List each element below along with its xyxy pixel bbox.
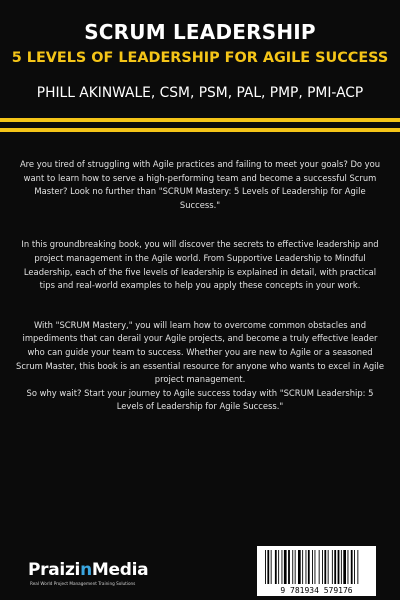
barcode-bar: [271, 550, 272, 584]
barcode-bar: [351, 550, 353, 584]
barcode-bar: [288, 550, 290, 584]
barcode-bar: [341, 550, 342, 584]
publisher-tagline: Real World Project Management Training Solutions: [30, 581, 136, 586]
author-credentials: PHILL AKINWALE, CSM, PSM, PAL, PMP, PMI-ACP: [36, 85, 364, 101]
barcode-bar: [319, 550, 320, 584]
barcode-bar: [322, 550, 323, 584]
barcode-bar: [324, 550, 326, 584]
barcode-bar: [348, 550, 349, 584]
barcode-graphic: [257, 546, 376, 596]
barcode-bar: [295, 550, 296, 584]
isbn-digits: 9 781934 579176: [280, 586, 353, 595]
yellow-divider-top: [0, 118, 400, 122]
barcode-bar: [354, 550, 355, 584]
barcode-bar: [306, 550, 307, 584]
barcode-bar: [267, 550, 269, 584]
barcode-bar: [308, 550, 310, 584]
cover-footer: [0, 540, 400, 600]
isbn-barcode: [257, 546, 376, 596]
barcode-bar: [292, 550, 293, 584]
barcode-bar: [338, 550, 340, 584]
barcode-bar: [343, 550, 346, 584]
barcode-bar: [332, 550, 333, 584]
barcode-bar: [315, 550, 316, 584]
barcode-bar: [328, 550, 329, 584]
blurb: [16, 158, 384, 414]
blurb-paragraph-1: Are you tired of struggling with Agile practices and failing to meet your goals? Do you want to learn how to serve a high-performing team and become a successful Scrum Master? Look no further than "SCRUM Mastery: 5 Levels of Leadership for Agile Success.": [19, 159, 381, 210]
blurb-paragraph-4: So why wait? Start your journey to Agile success today with "SCRUM Leadership: 5 Levels of Leadership for Agile Success.": [26, 387, 374, 412]
barcode-bar: [298, 550, 301, 584]
yellow-divider-bottom: [0, 128, 400, 132]
barcode-bar: [275, 550, 277, 584]
barcode-bar: [284, 550, 287, 584]
barcode-bar: [334, 550, 336, 584]
barcode-bar: [302, 550, 303, 584]
book-title: SCRUM LEADERSHIP: [84, 20, 316, 44]
blurb-paragraph-2: In this groundbreaking book, you will discover the secrets to effective leadership and project management in the Agile world. From Supportive Leadership to Mindful Leadership, each of the five levels of leadership is explained in detail, with practical tips and real-world examples to help you apply these concepts in your work.: [21, 239, 379, 291]
barcode-bar: [282, 550, 283, 584]
barcode-bar: [312, 550, 313, 584]
barcode-bar: [278, 550, 279, 584]
blurb-paragraph-3: With "SCRUM Mastery," you will learn how to overcome common obstacles and impediments that can derail your Agile projects, and become a truly effective leader who can guide your team to success. Whether you are new to Agile or a seasoned Scrum Master, this book is an essential resource for anyone who wants to excel in Agile project management.: [16, 319, 384, 385]
barcode-bar: [357, 550, 358, 584]
book-subtitle: 5 LEVELS OF LEADERSHIP FOR AGILE SUCCESS: [11, 50, 389, 66]
barcode-bar: [265, 550, 266, 584]
publisher-logo-wordmark: PraizinMedia: [28, 560, 149, 580]
publisher-logo: [28, 560, 178, 590]
